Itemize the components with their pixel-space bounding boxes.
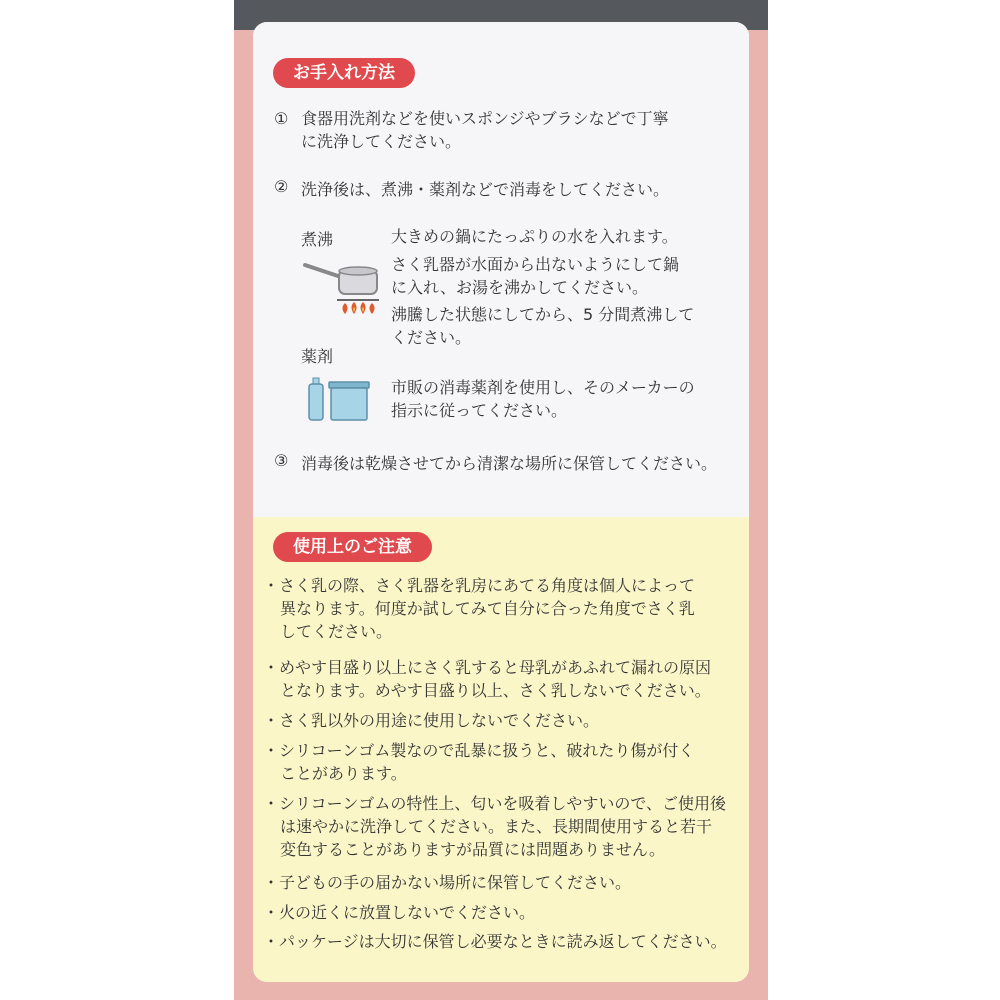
caution-item: ・さく乳以外の用途に使用しないでください。 [263,711,600,730]
chemical-label: 薬剤 [301,347,334,366]
text-line: さく乳器が水面から出ないようにして鍋 [391,255,680,274]
text-line: に入れ、お湯を沸かしてください。 [391,278,648,297]
instruction-panel [253,22,749,982]
boil-step-1: 大きめの鍋にたっぷりの水を入れます。 [391,227,678,246]
caution-item: ・子どもの手の届かない場所に保管してください。 [263,873,632,892]
boil-step-2 [391,253,679,299]
care-step-3: 消毒後は乾燥させてから清潔な場所に保管してください。 [301,454,718,473]
care-step-1 [301,107,669,153]
text-line: ・めやす目盛り以上にさく乳すると母乳があふれて漏れの原因 [263,658,712,677]
care-section [253,22,749,517]
step-number: ② [274,177,289,196]
caution-item: ・パッケージは大切に保管し必要なときに読み返してください。 [263,932,727,951]
caution-item: ・火の近くに放置しないでください。 [263,903,536,922]
text-line: 市販の消毒薬剤を使用し、そのメーカーの [391,378,695,397]
text-line: ください。 [391,328,472,347]
text-line: となります。めやす目盛り以上、さく乳しないでください。 [280,681,711,700]
chemical-step [391,376,695,422]
care-title: お手入れ方法 [273,58,415,88]
pot-on-flame-icon [301,256,381,318]
text-line: 変色することがありますが品質には問題ありません。 [280,840,665,859]
text-line: 異なります。何度か試してみて自分に合った角度でさく乳 [280,599,695,618]
text-line: ・さく乳の際、さく乳器を乳房にあてる角度は個人によって [263,576,696,595]
text-line: は速やかに洗浄してください。また、長期間使用すると若干 [280,817,713,836]
text-line: ・シリコーンゴムの特性上、匂いを吸着しやすいので、ご使用後 [263,794,727,813]
boil-step-3 [391,303,694,349]
caution-item [263,656,711,702]
caution-title: 使用上のご注意 [273,532,432,562]
caution-section [253,517,749,982]
boil-label: 煮沸 [301,230,334,249]
disinfectant-container-icon [329,382,369,420]
text-line: 沸騰した状態にしてから、5 分間煮沸して [391,305,695,324]
text-line: ことがあります。 [280,764,407,783]
text-line: に洗浄してください。 [301,132,462,151]
disinfectant-bottle-icon [309,378,323,420]
caution-item [263,739,694,785]
text-line: 食器用洗剤などを使いスポンジやブラシなどで丁寧 [301,109,669,128]
care-step-2: 洗浄後は、煮沸・薬剤などで消毒をしてください。 [301,180,670,199]
caution-item [263,792,726,861]
text-line: してください。 [280,622,393,641]
step-number: ① [274,109,289,128]
disinfectant-icons [307,376,373,422]
caution-item [263,574,695,643]
text-line: 指示に従ってください。 [391,401,568,420]
step-number: ③ [274,451,289,470]
text-line: ・シリコーンゴム製なので乱暴に扱うと、破れたり傷が付く [263,741,695,760]
